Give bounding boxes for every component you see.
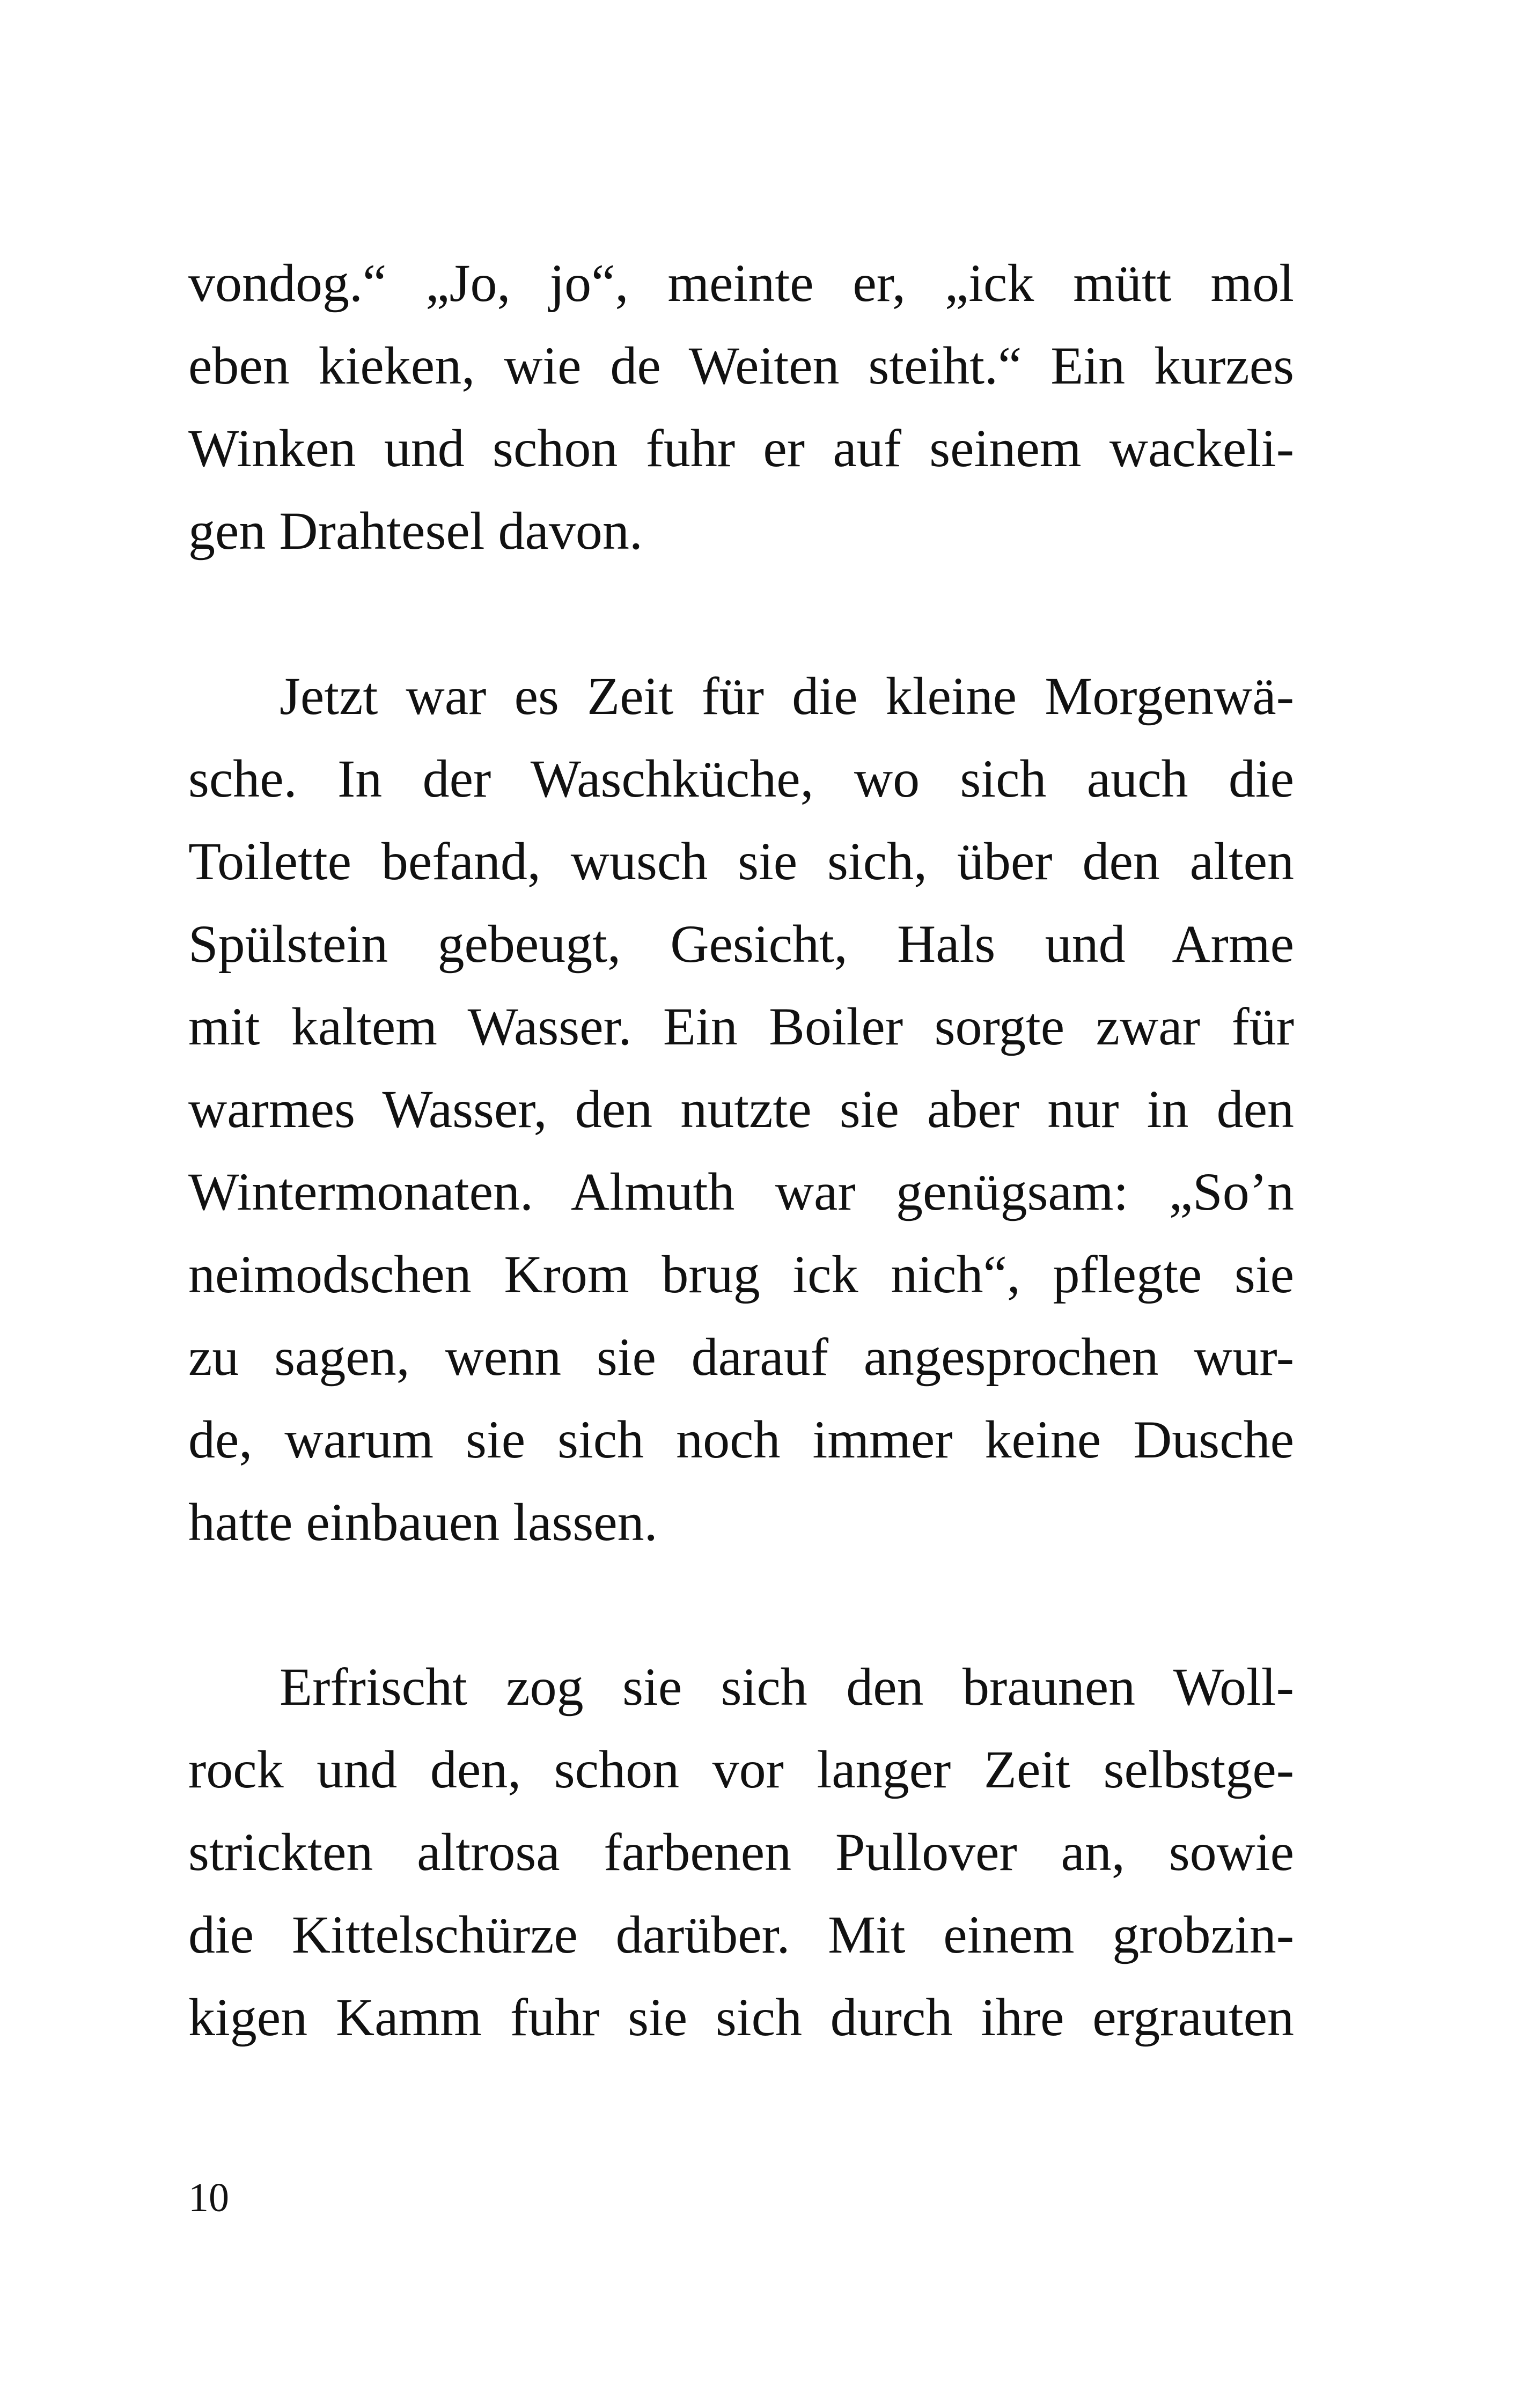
text-line: hatte einbauen lassen. — [188, 1492, 658, 1552]
text-line: Winken und schon fuhr er auf seinem wackeli- — [188, 418, 1294, 478]
paragraph-2 — [188, 655, 1294, 1564]
text-line: strickten altrosa farbenen Pullover an, sowie — [188, 1822, 1294, 1882]
text-line: neimodschen Krom brug ick nich“, pflegte sie — [188, 1244, 1294, 1304]
text-line: warmes Wasser, den nutzte sie aber nur in den — [188, 1079, 1294, 1139]
text-line: de, warum sie sich noch immer keine Dusche — [188, 1410, 1294, 1469]
text-line: vondog.“ „Jo, jo“, meinte er, „ick mütt mol — [188, 253, 1294, 313]
text-line: gen Drahtesel davon. — [188, 501, 643, 561]
page-number: 10 — [188, 2175, 229, 2220]
paragraph-1 — [188, 242, 1294, 572]
text-line: kigen Kamm fuhr sie sich durch ihre ergrauten — [188, 1987, 1294, 2047]
text-line: Erfrischt zog sie sich den braunen Woll- — [280, 1657, 1294, 1717]
text-line: mit kaltem Wasser. Ein Boiler sorgte zwar für — [188, 997, 1294, 1056]
text-line: sche. In der Waschküche, wo sich auch die — [188, 749, 1294, 808]
text-line: Toilette befand, wusch sie sich, über den alten — [188, 831, 1294, 891]
text-line: Jetzt war es Zeit für die kleine Morgenwä- — [280, 666, 1294, 726]
text-line: zu sagen, wenn sie darauf angesprochen wur- — [188, 1327, 1294, 1387]
text-line: rock und den, schon vor langer Zeit selbstge- — [188, 1740, 1294, 1799]
text-line: Wintermonaten. Almuth war genügsam: „So’n — [188, 1162, 1294, 1221]
text-line: Spülstein gebeugt, Gesicht, Hals und Arme — [188, 914, 1294, 974]
paragraph-3 — [188, 1646, 1294, 2059]
text-line: eben kieken, wie de Weiten steiht.“ Ein kurzes — [188, 336, 1294, 395]
text-line: die Kittelschürze darüber. Mit einem grobzin- — [188, 1905, 1294, 1964]
